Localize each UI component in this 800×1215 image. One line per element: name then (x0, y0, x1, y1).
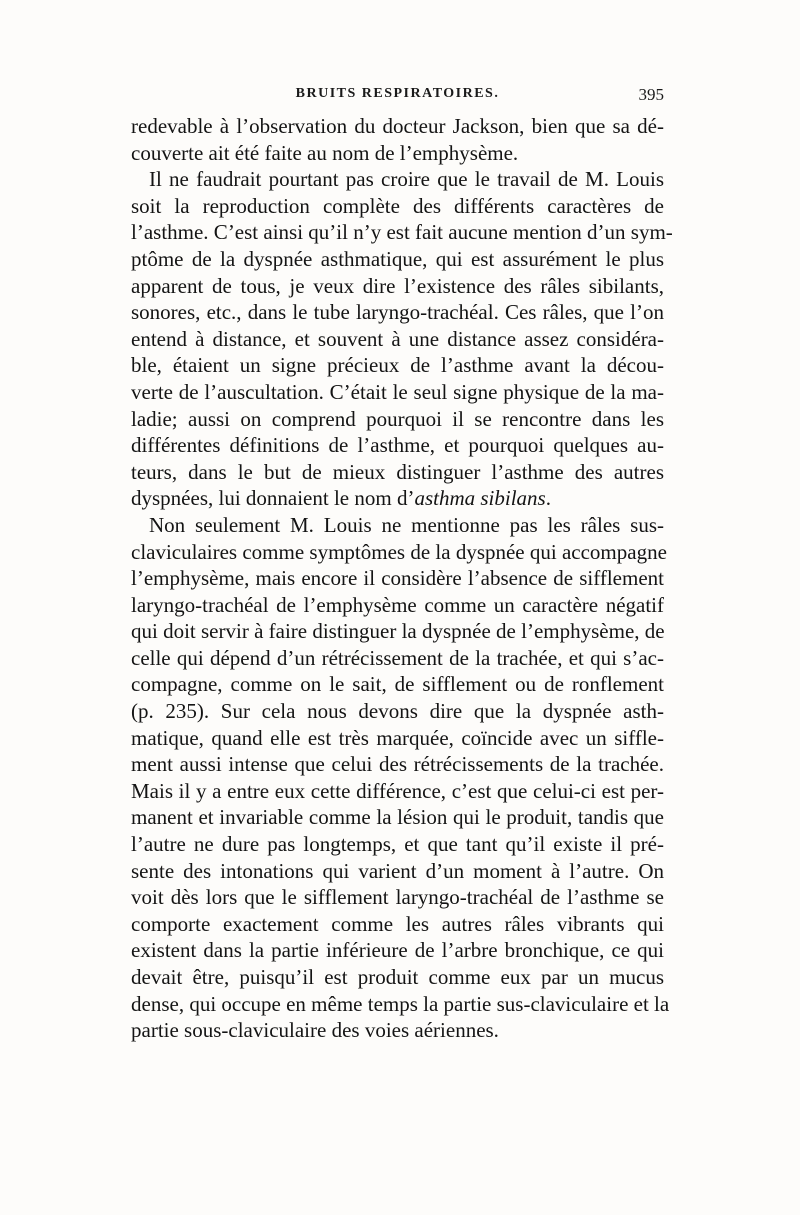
running-title: BRUITS RESPIRATOIRES. (295, 86, 500, 101)
text-line: ble, étaient un signe précieux de l’asthme avant la décou- (131, 353, 664, 378)
text-line: entend à distance, et souvent à une distance assez considéra- (131, 326, 664, 351)
text-segment: dyspnées, lui donnaient le nom d’ (131, 486, 415, 511)
text-line: matique, quand elle est très marquée, coïncide avec un siffle- (131, 725, 664, 750)
text-line: (p. 235). Sur cela nous devons dire que la dyspnée asth- (131, 699, 664, 724)
text-line: devait être, puisqu’il est produit comme eux par un mucus (131, 965, 664, 989)
text-line: voit dès lors que le sifflement laryngo-trachéal de l’asthme se (131, 885, 664, 910)
text-line: l’emphysème, mais encore il considère l’absence de sifflement (131, 566, 664, 591)
paragraph-start-line: Il ne faudrait pourtant pas croire que le travail de M. Louis (149, 167, 664, 192)
text-line: couverte ait été faite au nom de l’emphysème. (131, 140, 519, 165)
text-line: sonores, etc., dans le tube laryngo-trachéal. Ces râles, que l’on (131, 300, 664, 325)
text-line: sente des intonations qui varient d’un moment à l’autre. On (131, 858, 664, 883)
text-line: redevable à l’observation du docteur Jackson, bien que sa dé- (131, 114, 664, 138)
text-line: apparent de tous, je veux dire l’existence des râles sibilants, (131, 273, 664, 298)
text-line: ptôme de la dyspnée asthmatique, qui est assurément le plus (131, 246, 664, 271)
text-line: claviculaires comme symptômes de la dyspnée qui accompagne (131, 539, 667, 564)
text-line-with-italic (131, 485, 664, 512)
italic-term: asthma sibilans (414, 486, 546, 511)
text-line: qui doit servir à faire distinguer la dyspnée de l’emphysème, de (131, 619, 665, 644)
paragraph-start-line: Non seulement M. Louis ne mentionne pas les râles sus- (149, 512, 664, 537)
text-line: l’autre ne dure pas longtemps, et que tant qu’il existe il pré- (131, 832, 664, 857)
text-line: soit la reproduction complète des différents caractères de (131, 193, 664, 218)
text-line: partie sous-claviculaire des voies aériennes. (131, 1018, 499, 1043)
text-line: manent et invariable comme la lésion qui le produit, tandis que (131, 805, 664, 830)
text-line: existent dans la partie inférieure de l’arbre bronchique, ce qui (131, 938, 664, 963)
text-line: ment aussi intense que celui des rétrécissements de la trachée. (131, 752, 664, 777)
text-line: différentes définitions de l’asthme, et pourquoi quelques au- (131, 433, 664, 458)
text-line: ladie; aussi on comprend pourquoi il se rencontre dans les (131, 406, 664, 431)
text-line: comporte exactement comme les autres râles vibrants qui (131, 911, 664, 936)
text-line: compagne, comme on le sait, de sifflement ou de ronflement (131, 672, 664, 697)
text-line: teurs, dans le but de mieux distinguer l’asthme des autres (131, 459, 664, 484)
running-header (131, 86, 664, 110)
page-number: 395 (638, 85, 664, 104)
text-line: celle qui dépend d’un rétrécissement de la trachée, et qui s’ac- (131, 645, 664, 670)
text-line: Mais il y a entre eux cette différence, c’est que celui-ci est per- (131, 778, 664, 803)
text-line: dense, qui occupe en même temps la partie sus-claviculaire et la (131, 991, 670, 1016)
text-line: l’asthme. C’est ainsi qu’il n’y est fait aucune mention d’un sym- (131, 220, 673, 245)
text-segment: . (545, 486, 551, 511)
body-text (131, 113, 673, 1044)
text-line: verte de l’auscultation. C’était le seul signe physique de la ma- (131, 379, 664, 404)
text-line: laryngo-trachéal de l’emphysème comme un caractère négatif (131, 592, 664, 617)
